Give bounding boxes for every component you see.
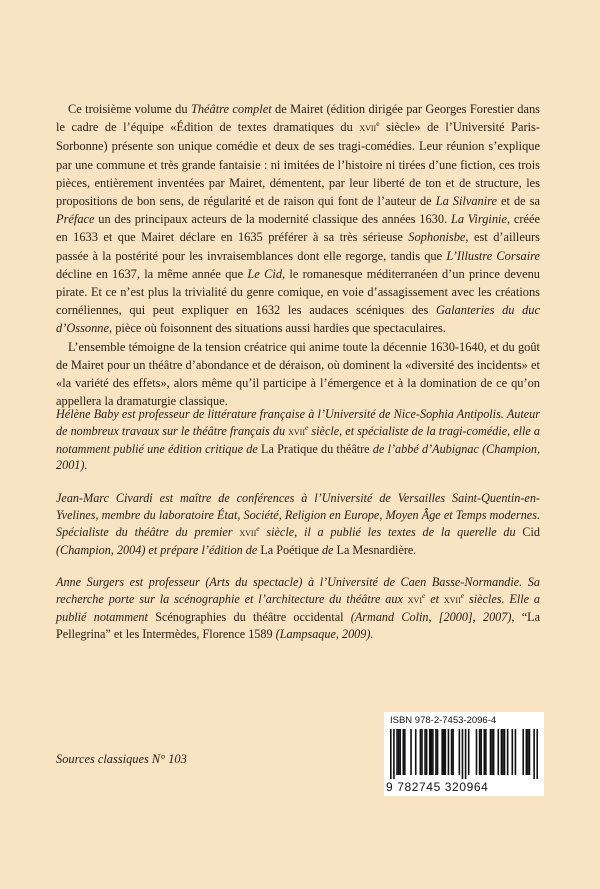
text-run: Le Cid xyxy=(247,266,283,281)
bio-jean-marc-civardi xyxy=(56,490,540,558)
barcode-bar xyxy=(420,729,422,775)
barcode-bar xyxy=(512,729,514,775)
text-run: siècle, il a publié les textes de la querelle du xyxy=(259,524,523,539)
text-run: La Mesnardière xyxy=(336,542,414,557)
text-run: L’Illustre Corsaire xyxy=(446,248,541,263)
text-run: , est d’ailleurs passée à la postérité pour les invraisemblances dont elle regorge, tandis que xyxy=(56,230,540,263)
barcode-bars xyxy=(390,729,538,779)
barcode-bar xyxy=(426,729,428,775)
barcode-bar xyxy=(459,729,461,775)
barcode-bar xyxy=(424,729,426,775)
text-run: L’ensemble témoigne de la tension créatrice qui anime toute la décennie 1630-1640, et du goût de Mairet pour un théâtre d’abondance et de déraison, où dominent la «diversité des incidents» et «la variété des effets», alors même qu’il participe à l’émergence et à la domination de ce qu’on appellera la dramaturgie classique. xyxy=(56,339,540,409)
barcode-bar xyxy=(504,729,506,775)
barcode-bar xyxy=(527,729,529,775)
text-run: e xyxy=(460,591,465,601)
text-run: e xyxy=(305,422,309,432)
barcode-bar xyxy=(398,729,400,775)
bio-anne-surgers xyxy=(56,574,540,642)
barcode-bar xyxy=(491,729,493,775)
barcode-bar xyxy=(480,729,482,775)
barcode-bar xyxy=(515,729,517,775)
barcode-bar xyxy=(390,729,392,779)
barcode-bar xyxy=(410,729,412,775)
text-run: Théâtre complet xyxy=(190,102,272,116)
text-run: La Virginie xyxy=(450,212,508,227)
text-run: de Mairet (édition dirigée par Georges Forestier dans le cadre de l’équipe «Édition de textes dramatiques du xyxy=(56,102,540,135)
barcode-bar xyxy=(441,729,443,775)
barcode-bar xyxy=(479,729,481,775)
barcode-bar xyxy=(443,729,445,775)
barcode-bar xyxy=(536,729,538,779)
barcode-bar xyxy=(485,729,487,775)
text-run: et xyxy=(425,592,444,607)
barcode-bar xyxy=(497,729,499,775)
text-run: un des principaux acteurs de la modernité classique des années 1630. xyxy=(94,212,451,227)
barcode-bar xyxy=(507,729,509,775)
barcode-bar xyxy=(435,729,437,775)
book-synopsis xyxy=(56,100,540,410)
barcode-bar xyxy=(421,729,423,775)
barcode-bar xyxy=(402,729,404,775)
text-run: siècles. Elle a publié notamment xyxy=(56,592,540,624)
synopsis-paragraph-1 xyxy=(56,100,540,338)
barcode-bar xyxy=(490,729,492,775)
text-run: , le romanesque méditerranéen d’un prince devenu pirate. Et ce n’est plus la trivialité du genre comique, en voie d’assagissement avec les créations cornéliennes, qui peut expliquer en 1632 les audaces scéniques des xyxy=(56,266,541,318)
text-run: de l’abbé d’Aubignac (Champion, 2001). xyxy=(56,441,541,473)
barcode-bar xyxy=(468,729,470,775)
barcode-bar xyxy=(451,729,453,775)
bio-helene-baby xyxy=(56,406,540,474)
text-run: xvii xyxy=(239,526,257,539)
barcode-bar xyxy=(529,729,531,775)
text-run: xvi xyxy=(407,594,422,607)
text-run: décline en 1637, la même année que xyxy=(56,266,248,281)
text-run: xvii xyxy=(443,594,461,607)
text-run: xvii xyxy=(288,425,306,438)
barcode-bar xyxy=(522,729,524,775)
text-run: Sophonisbe xyxy=(408,230,466,245)
barcode-bar xyxy=(493,729,495,775)
barcode-bar xyxy=(396,729,398,775)
isbn-number: ISBN 978-2-7453-2096-4 xyxy=(390,715,497,726)
text-run: siècle, et spécialiste de la tragi-comédie, elle a notamment publié une édition critique de xyxy=(56,423,540,456)
text-run: Anne Surgers est professeur (Arts du spectacle) à l’Université de Caen Basse-Normandie. Sa recherche porte sur la scénographie et l’architecture du théâtre aux xyxy=(56,575,540,607)
barcode-bar xyxy=(404,729,406,775)
barcode-bar xyxy=(476,729,478,775)
isbn-barcode xyxy=(384,712,544,796)
text-run: e xyxy=(256,523,260,533)
text-run: La Pratique du théâtre xyxy=(261,441,370,456)
text-run: Galanteries du duc d’Ossonne xyxy=(56,303,540,336)
barcode-bar xyxy=(429,729,431,775)
text-run: Scénographies du théâtre occidental xyxy=(155,609,344,624)
barcode-bar xyxy=(526,729,528,775)
series-label: Sources classiques N° 103 xyxy=(56,752,187,766)
barcode-bar xyxy=(393,729,395,779)
barcode-bar xyxy=(445,729,447,775)
text-run: “La Pellegrina” et les Intermèdes, Florence 1589 xyxy=(56,609,541,641)
text-run: , pièce où foisonnent des situations aussi hardies que spectaculaires. xyxy=(109,321,446,336)
ean-digits: 9 782745 320964 xyxy=(386,780,489,794)
text-run: Cid xyxy=(522,524,540,539)
barcode-bar xyxy=(432,729,434,775)
text-run: , créée en 1633 et que Mairet déclare en 1635 préférer à sa très sérieuse xyxy=(56,212,540,245)
barcode-bar xyxy=(462,729,464,779)
barcode-bar xyxy=(448,729,450,775)
barcode-bar xyxy=(465,729,467,779)
text-run: La Poétique xyxy=(260,542,319,557)
text-run: Préface xyxy=(56,212,95,227)
text-run: . xyxy=(413,542,417,557)
barcode-bar xyxy=(437,729,439,775)
barcode-bar xyxy=(399,729,401,775)
text-run: et de sa xyxy=(497,194,540,209)
text-run: e xyxy=(421,591,426,601)
barcode-bar xyxy=(452,729,454,775)
text-run: e xyxy=(376,119,380,129)
author-bios xyxy=(56,406,540,659)
text-run: siècle» de l’Université Paris-Sorbonne) présente son unique comédie et deux de ses tragi-comédies. Leur réunion s’explique par une commune et très grande fantaisie : ni imitées de l’histoire ni tirées d’une fiction, ces trois pièces, entièrement inventées par Mairet, démentent, par leur liberté de ton et de structure, les propositions de bon sens, de régularité et de raison qui font de l’auteur de xyxy=(56,120,540,209)
text-run: Jean-Marc Civardi est maître de conférences à l’Université de Versailles Saint-Quentin-en-Yvelines, membre du laboratoire État, Société, Religion en Europe, Moyen Âge et Temps modernes. Spécialiste du théâtre du premier xyxy=(56,491,540,539)
barcode-bar xyxy=(501,729,503,775)
barcode-bar xyxy=(533,729,535,779)
text-run: xvii xyxy=(359,122,377,135)
synopsis-paragraph-2 xyxy=(56,338,540,411)
barcode-bar xyxy=(415,729,417,775)
text-run: Hélène Baby est professeur de littérature française à l’Université de Nice-Sophia Antipolis. Auteur de nombreux travaux sur le théâtre français du xyxy=(56,407,540,438)
text-run: Ce troisième volume du xyxy=(68,102,191,116)
text-run: de xyxy=(318,542,337,557)
text-run: (Lampsaque, 2009). xyxy=(272,626,374,641)
barcode-bar xyxy=(483,729,485,775)
barcode-bar xyxy=(431,729,433,775)
text-run: (Armand Colin, [2000], 2007), xyxy=(343,609,522,624)
barcode-bar xyxy=(502,729,504,775)
text-run: (Champion, 2004) et prépare l’édition de xyxy=(56,542,261,557)
text-run: La Silvanire xyxy=(435,194,498,209)
